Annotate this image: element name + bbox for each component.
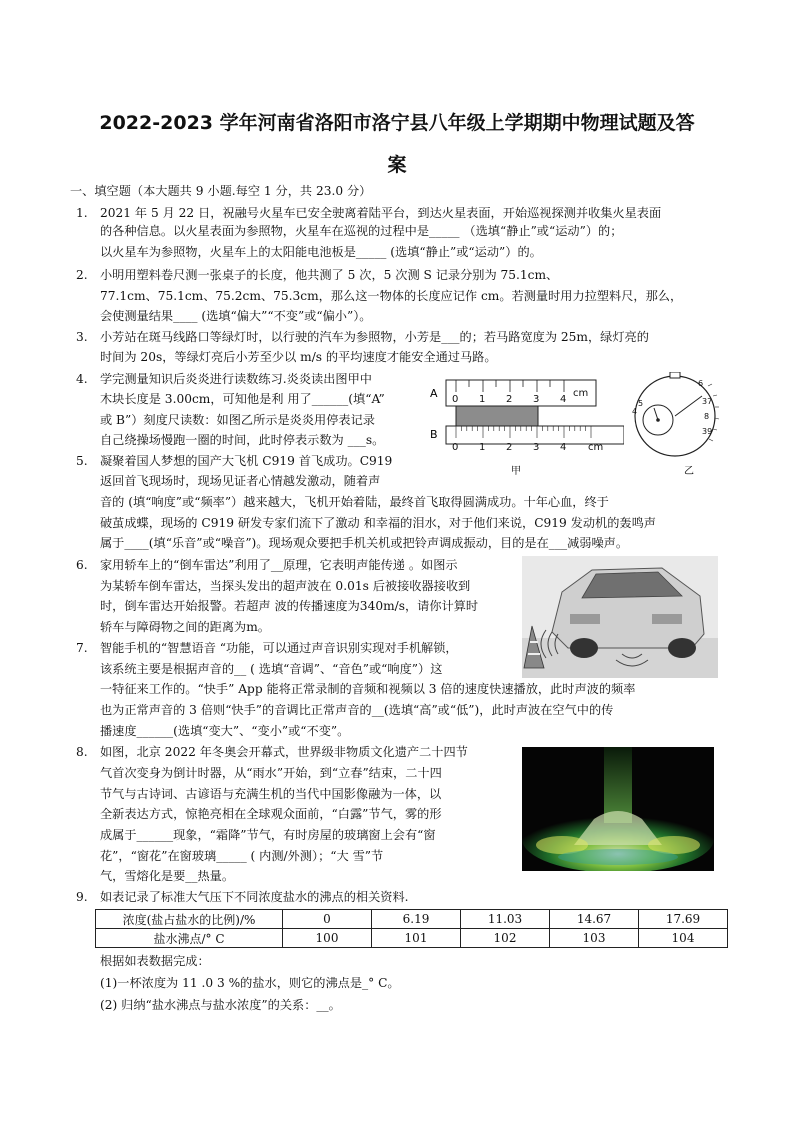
ruler-figure: [428, 372, 624, 480]
dial-number: 4: [632, 407, 638, 416]
tick-label: 1: [479, 394, 486, 405]
question-text: 小芳站在斑马线路口等绿灯时，以行驶的汽车为参照物，小芳是___的；若马路宽度为 25m，绿灯亮的: [100, 330, 649, 344]
question-text: (2) 归纳“盐水沸点与盐水浓度”的关系：__。: [100, 998, 341, 1012]
question-number: 6.: [76, 558, 88, 572]
table-cell: 102: [461, 929, 550, 948]
table-row: [96, 910, 728, 929]
table-cell: 11.03: [461, 910, 550, 929]
ruler-a-label: A: [430, 387, 438, 400]
car-radar-photo: [522, 556, 718, 678]
question-number: 5.: [76, 454, 88, 468]
question-text: 2021 年 5 月 22 日，祝融号火星车已安全驶离着陆平台，到达火星表面，开始巡视探测并收集火星表面: [100, 206, 662, 220]
question-text: 属于____(填“乐音”或“噪音”)。现场观众要把手机关机或把铃声调成振动，目的是在___减弱噪声。: [100, 536, 629, 550]
question-text: 时间为 20s，等绿灯亮后小芳至少以 m/s 的平均速度才能安全通过马路。: [100, 350, 497, 364]
question-text: (1)一杯浓度为 11 .0 3 %的盐水，则它的沸点是_° C。: [100, 976, 400, 990]
question-number: 1.: [76, 206, 88, 220]
question-text: 花”，“窗花”在窗玻璃_____ ( 内测/外测）；“大 雪”节: [100, 849, 384, 863]
question-text: 全新表达方式，惊艳亮相在全球观众面前，“白露”节气，雾的形: [100, 807, 442, 821]
dial-number: 5: [638, 399, 644, 408]
unit-label: cm: [573, 388, 589, 399]
table-cell: 14.67: [550, 910, 639, 929]
table-cell: 104: [639, 929, 728, 948]
question-text: 的各种信息。以火星表面为参照物，火星车在巡视的过程中是_____ （选填“静止”或“运动”）的；: [100, 224, 623, 238]
tick-label: 2: [506, 394, 513, 405]
question-text: 自己绕操场慢跑一圈的时间，此时停表示数为 ___s。: [100, 433, 385, 447]
table-row-label: 浓度(盐占盐水的比例)/%: [96, 910, 283, 929]
page-title-continued: 案: [387, 154, 407, 176]
question-text: 根据如表数据完成：: [100, 954, 210, 968]
unit-label: cm: [588, 442, 604, 453]
tick-label: 4: [560, 442, 567, 453]
figure-caption-jia: 甲: [511, 466, 521, 477]
olympics-ceremony-photo: [522, 747, 714, 871]
table-cell: 101: [372, 929, 461, 948]
question-text: 家用轿车上的“倒车雷达”利用了__原理，它表明声能传递 。如图示: [100, 558, 458, 572]
question-text: 也为正常声音的 3 倍则“快手”的音调比正常声音的__(选填“高”或“低”)，此时声波在空气中的传: [100, 703, 614, 717]
question-text: 会使测量结果____ (选填“偏大”“不变”或“偏小”）。: [100, 309, 372, 323]
ruler-b-label: B: [430, 428, 438, 441]
tick-label: 0: [452, 442, 459, 453]
question-text: 木块长度是 3.00cm，可知他是利 用了______(填“A”: [100, 392, 385, 406]
question-number: 4.: [76, 372, 88, 386]
dial-number: 39: [702, 427, 713, 436]
dial-number: 8: [704, 412, 710, 421]
question-text: 成属于______现象，“霜降”节气，有时房屋的玻璃窗上会有“窗: [100, 828, 436, 842]
question-text: 小明用塑料卷尺测一张桌子的长度，他共测了 5 次，5 次测 S 记录分别为 75.1cm、: [100, 268, 559, 282]
question-text: 返回首飞现场时，现场见证者心情越发激动，随着声: [100, 474, 381, 488]
question-number: 7.: [76, 641, 88, 655]
question-text: 时，倒车雷达开始报警。若超声 波的传播速度为340m/s，请你计算时: [100, 599, 479, 613]
question-text: 音的 (填“响度”或“频率”）越来越大，飞机开始着陆，最终首飞取得圆满成功。十年心血，终于: [100, 495, 609, 509]
dial-number: 37: [702, 397, 713, 406]
stopwatch-figure: [628, 372, 722, 480]
question-text: 轿车与障碍物之间的距离为m。: [100, 620, 270, 634]
question-text: 破茧成蝶，现场的 C919 研发专家们流下了激动 和幸福的泪水，对于他们来说，C919 发动机的轰鸣声: [100, 516, 656, 530]
tick-label: 3: [533, 442, 540, 453]
table-cell: 0: [283, 910, 372, 929]
question-text: 77.1cm、75.1cm、75.2cm、75.3cm，那么这一物体的长度应记作 cm。若测量时用力拉塑料尺，那么，: [100, 289, 683, 303]
question-number: 8.: [76, 745, 88, 759]
question-text: 以火星车为参照物，火星车上的太阳能电池板是_____ (选填“静止”或“运动”）的。: [100, 245, 542, 259]
section-heading: 一、填空题（本大题共 9 小题.每空 1 分，共 23.0 分）: [70, 184, 372, 198]
question-text: 学完测量知识后炎炎进行读数练习.炎炎读出图甲中: [100, 372, 372, 386]
question-number: 9.: [76, 890, 88, 904]
question-text: 或 B”）刻度尺读数：如图乙所示是炎炎用停表记录: [100, 413, 375, 427]
question-text: 该系统主要是根据声音的__ ( 选填“音调”、“音色”或“响度”）这: [100, 662, 443, 676]
question-text: 气首次变身为倒计时器，从“雨水”开始，到“立春”结束，二十四: [100, 766, 442, 780]
wooden-block: [456, 406, 538, 426]
table-cell: 103: [550, 929, 639, 948]
question-text: 节气与古诗词、古谚语与充满生机的当代中国影像融为一体，以: [100, 787, 442, 801]
tick-label: 2: [506, 442, 513, 453]
page-title: 2022-2023 学年河南省洛阳市洛宁县八年级上学期期中物理试题及答: [99, 112, 695, 134]
tick-label: 3: [533, 394, 540, 405]
table-row-label: 盐水沸点/° C: [96, 929, 283, 948]
table-cell: 100: [283, 929, 372, 948]
figure-caption-yi: 乙: [684, 466, 694, 477]
question-text: 播速度______(选填“变大”、“变小”或“不变”。: [100, 724, 350, 738]
dial-number: 6: [698, 379, 704, 388]
tick-label: 0: [452, 394, 459, 405]
question-text: 为某轿车倒车雷达，当探头发出的超声波在 0.01s 后被接收器接收到: [100, 579, 471, 593]
tick-label: 4: [560, 394, 567, 405]
question-text: 如图，北京 2022 年冬奥会开幕式，世界级非物质文化遗产二十四节: [100, 745, 468, 759]
boiling-point-table: [95, 909, 728, 948]
table-row: [96, 929, 728, 948]
question-text: 凝聚着国人梦想的国产大飞机 C919 首飞成功。C919: [100, 454, 393, 468]
question-text: 如表记录了标准大气压下不同浓度盐水的沸点的相关资料.: [100, 890, 409, 904]
question-text: 智能手机的“智慧语音 “功能，可以通过声音识别实现对手机解锁，: [100, 641, 458, 655]
question-text: 气，雪熔化是要__热量。: [100, 869, 235, 883]
tick-label: 1: [479, 442, 486, 453]
table-cell: 17.69: [639, 910, 728, 929]
question-number: 3.: [76, 330, 88, 344]
question-text: 一特征来工作的。“快手” App 能将正常录制的音频和视频以 3 倍的速度快速播放，此时声波的频率: [100, 682, 636, 696]
table-cell: 6.19: [372, 910, 461, 929]
question-number: 2.: [76, 268, 88, 282]
